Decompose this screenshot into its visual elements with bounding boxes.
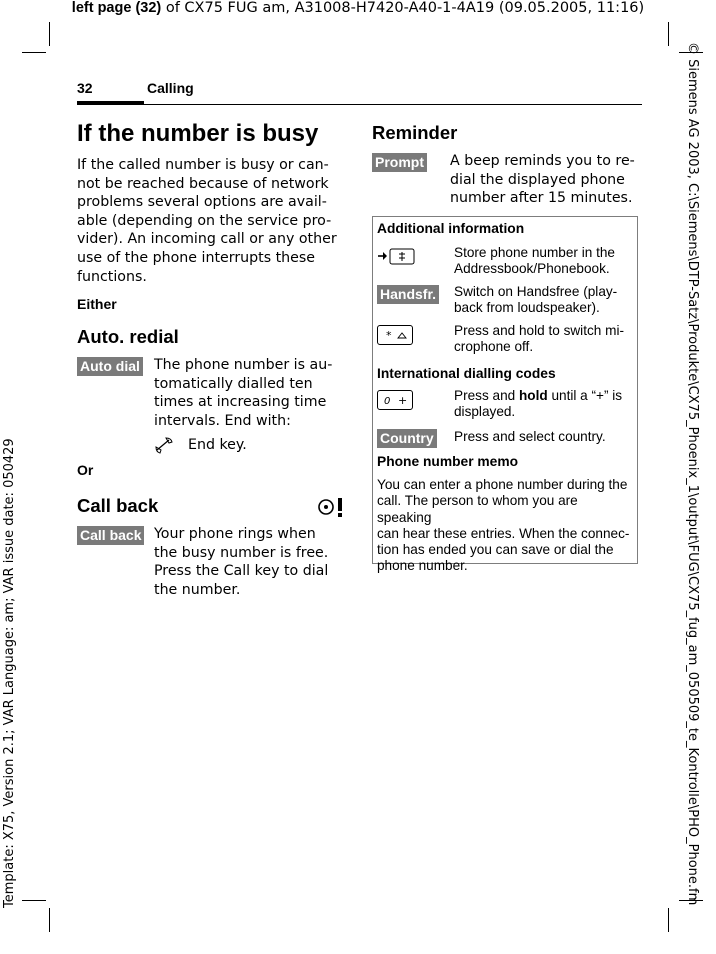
header-bar [77, 101, 144, 105]
auto-redial-text [154, 356, 354, 430]
text-line: times at increasing time [154, 394, 327, 411]
svg-text:*: * [386, 329, 392, 342]
zero-plus-key-icon [377, 390, 413, 410]
crop-mark [668, 908, 669, 932]
text-line: displayed. [454, 404, 516, 420]
print-header [0, 0, 716, 16]
country-text: Press and select country. [454, 429, 606, 444]
page-number: 32 [77, 80, 93, 96]
text-line: number after 15 minutes. [450, 190, 633, 207]
text-line: intervals. End with: [154, 412, 291, 429]
or-label: Or [77, 462, 94, 478]
reminder-heading: Reminder [372, 122, 458, 143]
end-key-label: End key. [188, 437, 247, 453]
intro-line: problems several options are avail- [77, 194, 327, 211]
handsfree-text [454, 284, 634, 317]
print-header-page: left page (32) [71, 0, 162, 16]
intro-line: use of the phone interrupts these [77, 249, 316, 266]
text-line: The phone number is au- [154, 357, 333, 373]
auto-redial-heading: Auto. redial [77, 326, 179, 347]
text-part: Press and [454, 388, 519, 403]
text-line: Press and hold to switch mi- [454, 323, 624, 338]
intro-paragraph [77, 156, 357, 286]
text-line: Your phone rings when [154, 526, 316, 542]
either-label: Either [77, 296, 117, 312]
call-back-heading: Call back [77, 495, 159, 516]
crop-mark [49, 22, 50, 46]
text-line: crophone off. [454, 339, 534, 355]
crop-mark [49, 908, 50, 932]
text-line: back from loudspeaker). [454, 300, 600, 316]
memo-text [377, 477, 635, 575]
reminder-text [450, 152, 645, 208]
softkey-label: Prompt [372, 153, 427, 172]
softkey-label: Handsfr. [377, 285, 439, 304]
text-line: call. The person to whom you are speaking [377, 493, 578, 525]
svg-text:+: + [398, 394, 408, 407]
template-info: Template: X75, Version 2.1; VAR Language: am; VAR issue date: 050429 [2, 438, 17, 908]
intl-plus-text [454, 388, 634, 421]
text-line: Store phone number in the [454, 245, 615, 260]
store-number-text [454, 245, 634, 278]
text-bold: hold [518, 388, 548, 403]
text-line: the busy number is free. [154, 544, 329, 561]
softkey-label: Country [377, 429, 437, 448]
crop-mark [668, 22, 669, 46]
intro-line: able (depending on the service pro- [77, 212, 332, 229]
text-line: dial the displayed phone [450, 171, 625, 188]
text-line: the number. [154, 581, 241, 598]
softkey-label: Auto dial [77, 357, 143, 376]
header-rule [144, 104, 642, 105]
crop-mark [22, 52, 46, 53]
intl-codes-title: International dialling codes [377, 366, 556, 381]
copyright-path: © Siemens AG 2003, C:\Siemens\DTP-Satz\Produkte\CX75_Phoenix_1\output\FUG\CX75_fug_am_050509_te_Kontrolle\PHO_Phone.fm [685, 42, 700, 906]
end-key-icon [154, 436, 174, 454]
section-title: Calling [147, 80, 194, 96]
call-back-text [154, 525, 354, 599]
text-line: Switch on Handsfree (play- [454, 284, 618, 299]
page-title: If the number is busy [77, 120, 319, 147]
star-key-icon [377, 325, 413, 345]
network-service-icon [316, 496, 344, 518]
additional-info-title: Additional information [377, 221, 525, 236]
text-line: A beep reminds you to re- [450, 153, 635, 169]
text-line: Press the Call key to dial [154, 563, 329, 580]
store-number-icon [377, 247, 417, 265]
memo-title: Phone number memo [377, 454, 519, 469]
text-part: until a “+” is [547, 388, 623, 403]
handsfree-softkey [377, 284, 439, 304]
crop-mark [22, 900, 46, 901]
text-line: tomatically dialled ten [154, 375, 313, 392]
svg-text:0: 0 [384, 396, 391, 407]
text-line: You can enter a phone number during the [377, 477, 628, 492]
intro-line: not be reached because of network [77, 175, 329, 192]
text-line: phone number. [377, 558, 468, 574]
softkey-label: Call back [77, 526, 144, 545]
intro-line: functions. [77, 268, 147, 285]
text-line [454, 388, 634, 404]
text-line: can hear these entries. When the connec- [377, 525, 630, 541]
intro-line: vider). An incoming call or any other [77, 231, 337, 248]
text-line: Addressbook/Phonebook. [454, 261, 610, 277]
print-header-info: of CX75 FUG am, A31008-H7420-A40-1-4A19 (09.05.2005, 11:16) [161, 0, 645, 16]
intro-line: If the called number is busy or can- [77, 157, 329, 173]
text-line: tion has ended you can save or dial the [377, 542, 614, 558]
call-back-softkey [77, 525, 144, 545]
mute-text [454, 323, 634, 356]
country-softkey [377, 428, 437, 448]
prompt-softkey [372, 152, 427, 172]
auto-dial-softkey [77, 356, 143, 376]
